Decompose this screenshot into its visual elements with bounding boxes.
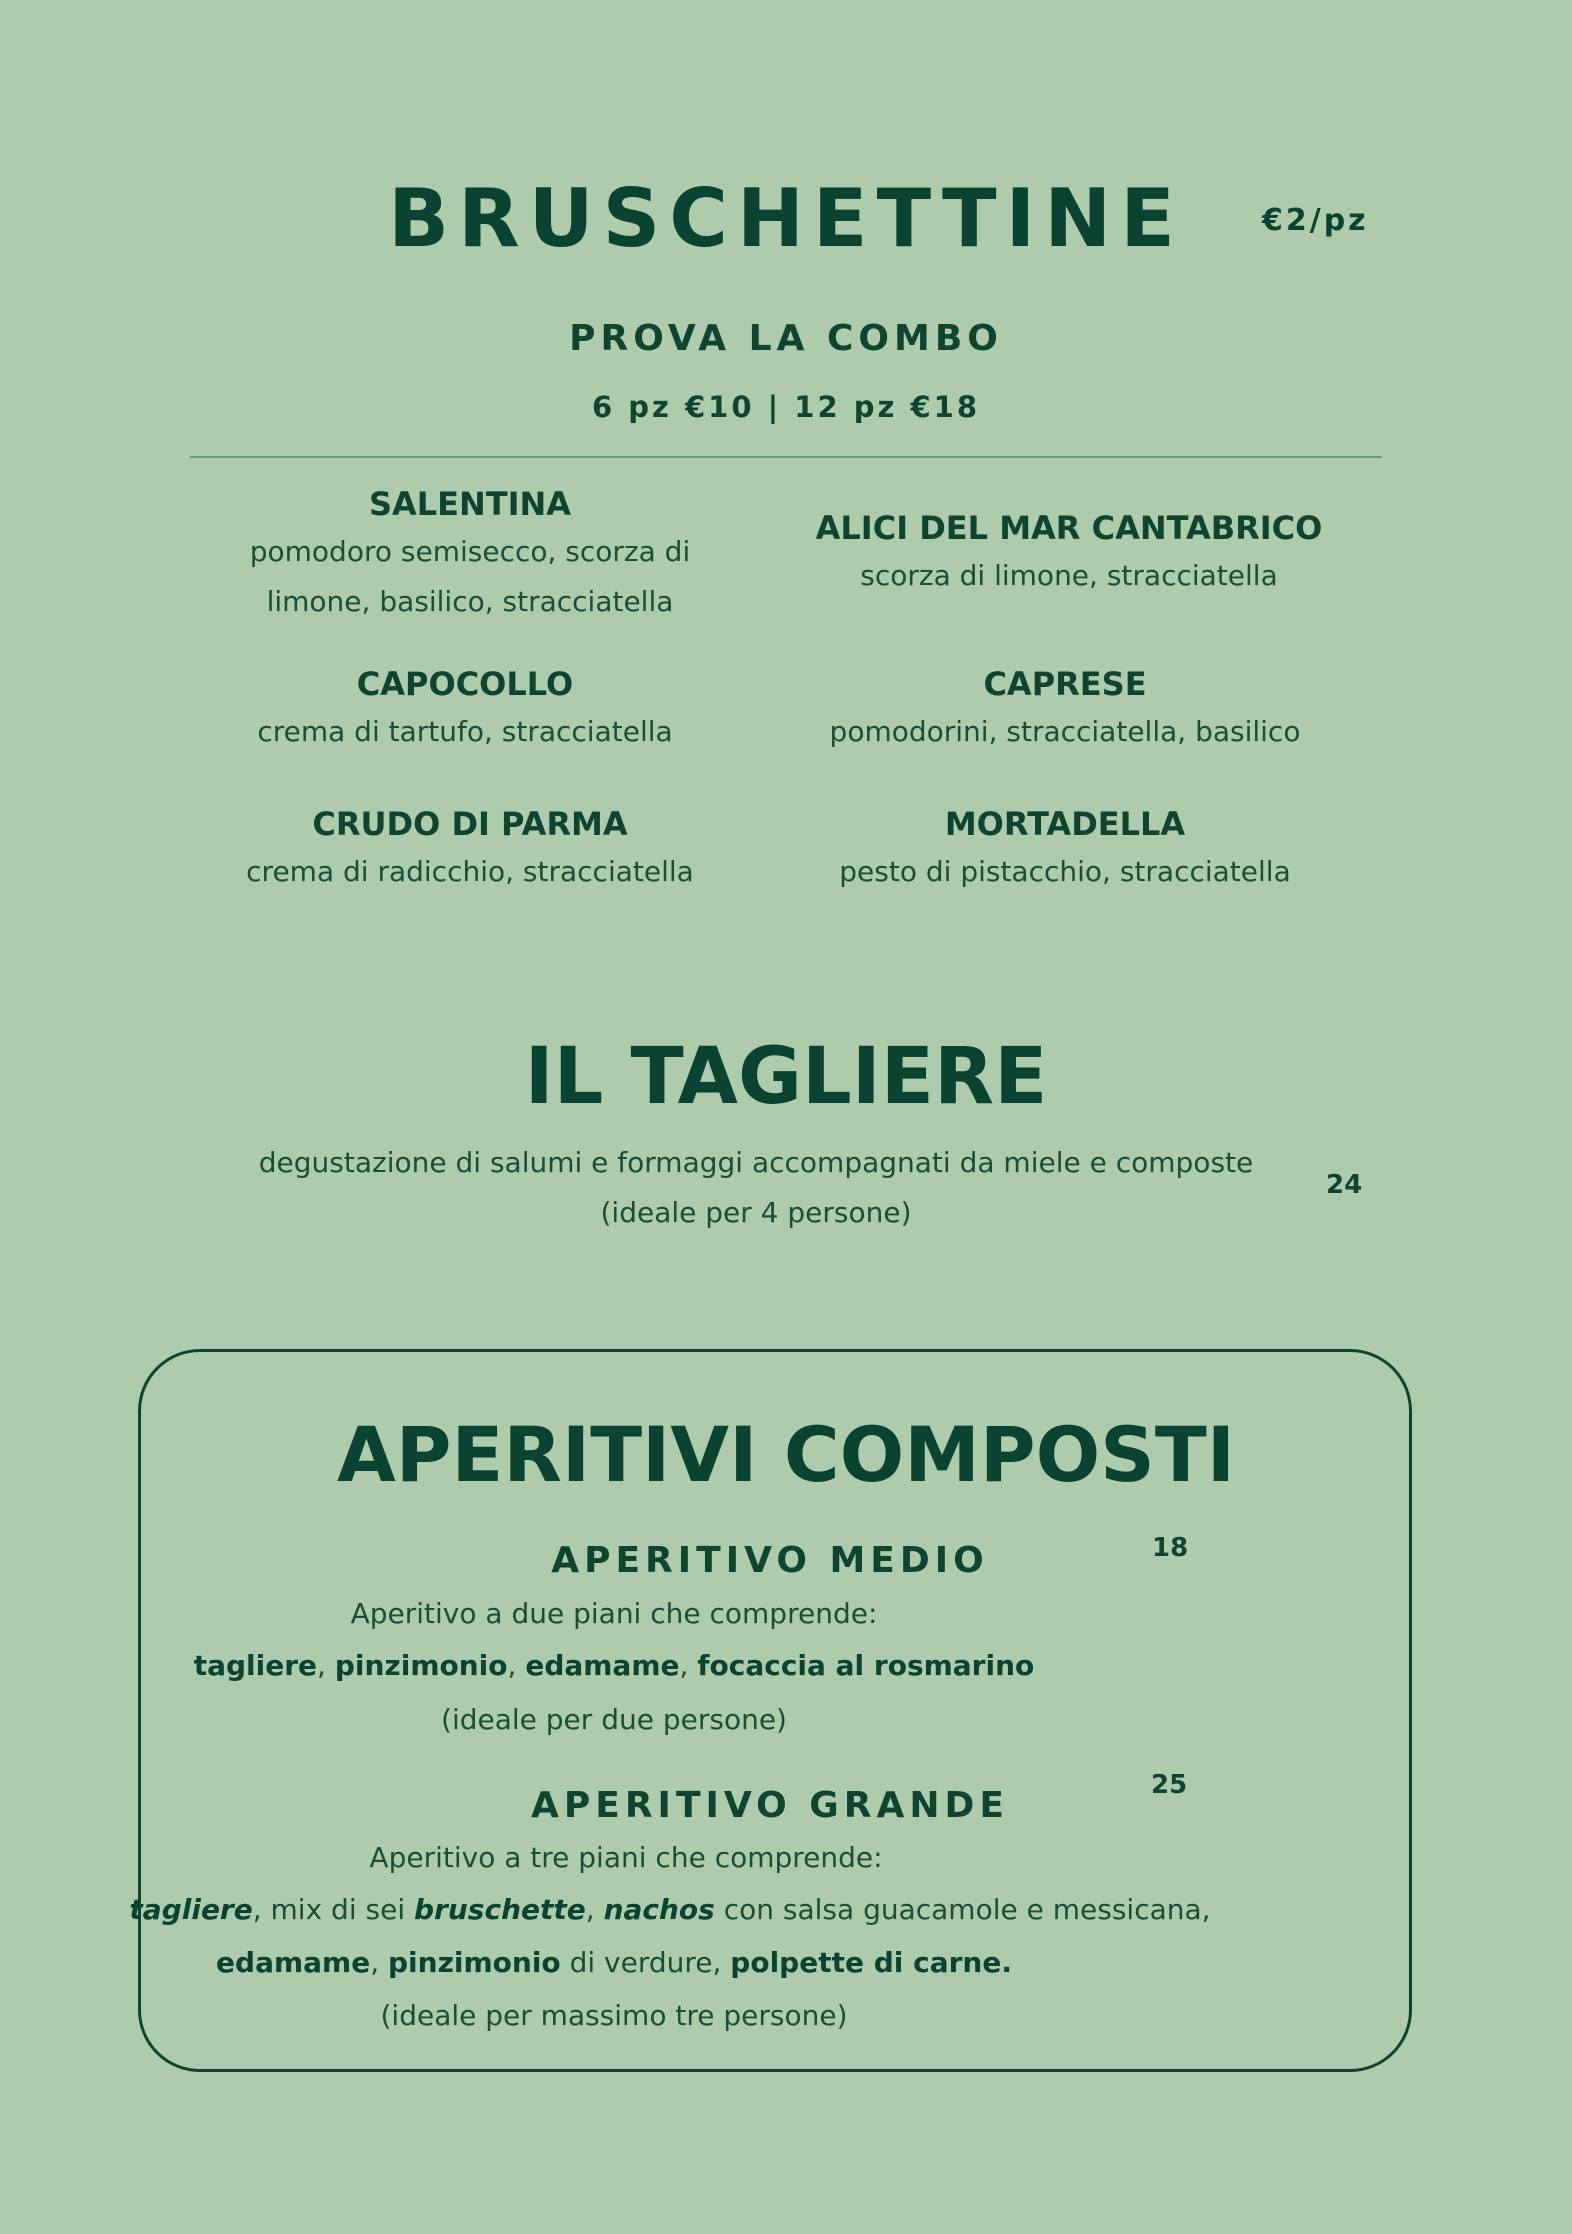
tagliere-price: 24 bbox=[1326, 1170, 1363, 1200]
item-text: , mix di sei bbox=[252, 1893, 415, 1926]
menu-item-capocollo bbox=[165, 662, 765, 757]
aperitivo-grande-price: 25 bbox=[1151, 1770, 1188, 1800]
item-name: CAPRESE bbox=[983, 665, 1147, 703]
menu-item-salentina bbox=[170, 482, 770, 627]
aperitivo-grande-title: APERITIVO GRANDE bbox=[530, 1785, 1009, 1826]
item-bold: bruschette bbox=[414, 1893, 586, 1926]
aperitivi-title: APERITIVI COMPOSTI bbox=[336, 1410, 1236, 1499]
item-bold: polpette di carne. bbox=[730, 1946, 1012, 1979]
item-desc: pomodoro semisecco, scorza di bbox=[249, 535, 691, 568]
item-bold: focaccia al rosmarino bbox=[697, 1649, 1035, 1682]
item-bold: pinzimonio bbox=[388, 1946, 561, 1979]
item-bold: pinzimonio bbox=[334, 1649, 508, 1682]
aperitivo-grande-note: (ideale per massimo tre persone) bbox=[380, 1999, 848, 2032]
item-desc: crema di tartufo, stracciatella bbox=[257, 715, 673, 748]
aperitivo-medio-price: 18 bbox=[1152, 1533, 1189, 1563]
item-bold: tagliere bbox=[193, 1649, 318, 1682]
aperitivo-medio-intro: Aperitivo a due piani che comprende: bbox=[350, 1597, 878, 1630]
tagliere-title: IL TAGLIERE bbox=[524, 1032, 1048, 1122]
item-bold: nachos bbox=[603, 1893, 715, 1926]
item-text: , bbox=[585, 1893, 604, 1926]
aperitivo-medio-title: APERITIVO MEDIO bbox=[551, 1540, 989, 1581]
bruschettine-title: BRUSCHETTINE bbox=[388, 172, 1184, 265]
item-desc: pesto di pistacchio, stracciatella bbox=[839, 855, 1291, 888]
aperitivo-medio-items bbox=[0, 1640, 1250, 1692]
item-desc: scorza di limone, stracciatella bbox=[860, 559, 1278, 592]
item-name: CRUDO DI PARMA bbox=[312, 805, 628, 843]
item-sep: , bbox=[317, 1649, 335, 1682]
divider bbox=[190, 456, 1382, 458]
aperitivo-grande-intro: Aperitivo a tre piani che comprende: bbox=[369, 1841, 883, 1874]
menu-item-alici bbox=[769, 506, 1369, 601]
item-desc: crema di radicchio, stracciatella bbox=[246, 855, 694, 888]
item-text: , bbox=[370, 1946, 389, 1979]
item-name: SALENTINA bbox=[368, 485, 572, 523]
item-sep: , bbox=[679, 1649, 698, 1682]
item-sep: , bbox=[507, 1649, 526, 1682]
menu-item-caprese bbox=[765, 662, 1365, 757]
combo-title: PROVA LA COMBO bbox=[569, 318, 1003, 359]
item-bold: edamame bbox=[216, 1946, 371, 1979]
item-name: ALICI DEL MAR CANTABRICO bbox=[815, 509, 1323, 547]
item-name: CAPOCOLLO bbox=[356, 665, 574, 703]
aperitivo-medio-note: (ideale per due persone) bbox=[441, 1703, 787, 1736]
item-name: MORTADELLA bbox=[944, 805, 1186, 843]
menu-item-crudo bbox=[170, 802, 770, 897]
item-text: di verdure, bbox=[560, 1946, 731, 1979]
item-bold: edamame bbox=[525, 1649, 680, 1682]
item-desc: pomodorini, stracciatella, basilico bbox=[829, 715, 1301, 748]
tagliere-desc-line: (ideale per 4 persone) bbox=[600, 1196, 912, 1229]
tagliere-desc-line: degustazione di salumi e formaggi accompagnati da miele e composte bbox=[258, 1146, 1254, 1179]
item-bold: tagliere bbox=[129, 1893, 253, 1926]
menu-item-mortadella bbox=[765, 802, 1365, 897]
item-text: con salsa guacamole e messicana, bbox=[714, 1893, 1211, 1926]
combo-prices: 6 pz €10 | 12 pz €18 bbox=[591, 390, 981, 424]
aperitivo-grande-items-line1 bbox=[20, 1884, 1320, 1936]
aperitivo-grande-items-line2 bbox=[0, 1937, 1250, 1989]
tagliere-desc bbox=[150, 1138, 1362, 1238]
bruschettine-price: €2/pz bbox=[1262, 203, 1369, 238]
item-desc: limone, basilico, stracciatella bbox=[266, 585, 674, 618]
